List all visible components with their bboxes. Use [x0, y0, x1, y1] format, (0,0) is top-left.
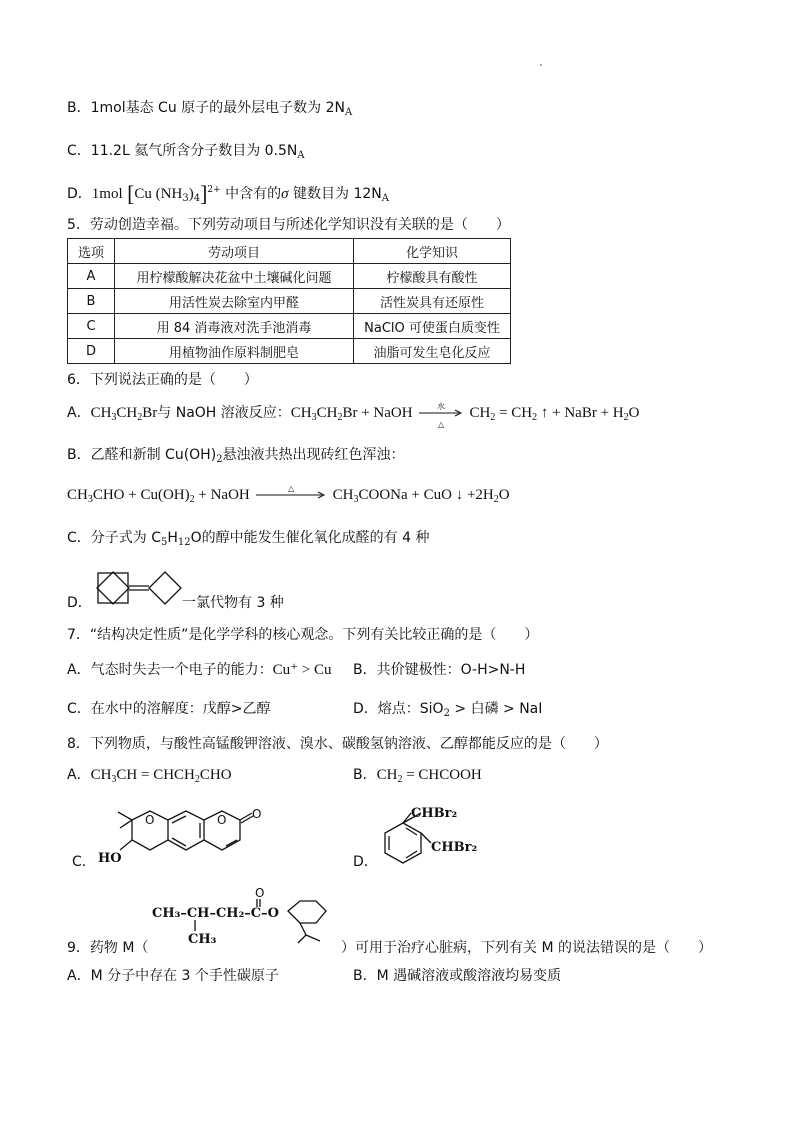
bicyclobutylidene-structure — [96, 570, 186, 608]
q8-option-a: A．$CH_3CH$ = $CHCH_2CHO$ — [67, 767, 232, 785]
table-header-cell: 选项 — [68, 239, 115, 264]
q9-option-b: B．M 遇碱溶液或酸溶液均易变质 — [353, 968, 562, 984]
chbr2-group-2: CHBr₂ — [431, 840, 478, 855]
table-row — [68, 314, 511, 339]
q9-option-a: A．M 分子中存在 3 个手性碳原子 — [67, 968, 279, 984]
q4-option-d: D．1mol [Cu $(NH_3)_4]^{2+}$ 中含有的σ 键数目为 $12N_A$ — [67, 181, 389, 206]
table-cell: 活性炭具有还原性 — [354, 289, 511, 314]
q6-option-a: A．$CH_3CH_2Br$与 NaOH 溶液反应：$CH_3CH_2Br$ + NaOH 水 △ $CH_2 = CH_2$ ↑ + NaBr + $H_2O$ — [67, 402, 640, 429]
q7-option-c: C．在水中的溶解度：戊醇>乙醇 — [67, 701, 271, 717]
q8-stem: 8．下列物质，与酸性高锰酸钾溶液、溴水、碳酸氢钠溶液、乙醇都能反应的是（ ） — [67, 736, 608, 752]
table-cell: D — [68, 339, 115, 364]
svg-text:O: O — [217, 813, 227, 827]
q6-option-d-label: D． — [67, 595, 92, 611]
q7-option-b: B．共价键极性：O-H>N-H — [353, 662, 526, 678]
q7-option-a: A．气态时失去一个电子的能力：Cu⁺ > Cu — [67, 662, 332, 678]
coumarin-derivative-structure — [92, 808, 262, 870]
table-cell: 油脂可发生皂化反应 — [354, 339, 511, 364]
q8-option-c-label: C． — [72, 854, 96, 870]
q6-option-c: C．分子式为 $C_5H_{12}O$的醇中能发生催化氧化成醛的有 4 种 — [67, 530, 430, 548]
table-header-row — [68, 239, 511, 264]
table-cell: 柠檬酸具有酸性 — [354, 264, 511, 289]
table-row — [68, 264, 511, 289]
q8-option-d-label: D． — [353, 854, 378, 870]
table-cell: A — [68, 264, 115, 289]
svg-text:O: O — [145, 813, 155, 827]
q6-option-b: B．乙醛和新制 $Cu(OH)_2$悬浊液共热出现砖红色浑浊： — [67, 447, 405, 465]
q4-option-c: C．11.2L 氦气所含分子数目为 $0.5N_A$ — [67, 143, 305, 161]
q7-option-d: D．熔点：SiO$_2$ > 白磷 > NaI — [353, 701, 543, 719]
q4-option-b: B．1mol基态 Cu 原子的最外层电子数为 $2N_A$ — [67, 100, 353, 118]
q9-stem-pre: 9．药物 M（ — [67, 940, 149, 956]
hydroxyl-label: HO — [98, 851, 122, 866]
table-row — [68, 339, 511, 364]
table-cell: C — [68, 314, 115, 339]
reaction-arrow: △ — [256, 488, 326, 502]
q9-stem-post: ）可用于治疗心脏病，下列有关 M 的说法错误的是（ ） — [341, 940, 712, 956]
scan-speck — [540, 64, 542, 66]
table-cell: 用柠檬酸解决花盆中土壤碱化问题 — [115, 264, 354, 289]
table-cell: 用 84 消毒液对洗手池消毒 — [115, 314, 354, 339]
chbr2-group-1: CHBr₂ — [411, 806, 458, 821]
table-cell: NaClO 可使蛋白质变性 — [354, 314, 511, 339]
table-cell: 用活性炭去除室内甲醛 — [115, 289, 354, 314]
q7-stem: 7．“结构决定性质”是化学学科的核心观念。下列有关比较正确的是（ ） — [67, 627, 539, 643]
table-header-cell: 化学知识 — [354, 239, 511, 264]
table-cell: B — [68, 289, 115, 314]
q6-option-d-text: 一氯代物有 3 种 — [182, 595, 284, 611]
q5-table — [67, 238, 511, 364]
table-header-cell: 劳动项目 — [115, 239, 354, 264]
reaction-arrow: 水 △ — [419, 406, 463, 420]
q6-stem: 6．下列说法正确的是（ ） — [67, 372, 258, 388]
q5-stem: 5．劳动创造幸福。下列劳动项目与所述化学知识没有关联的是（ ） — [67, 217, 510, 233]
dibromomethylbenzene-structure — [375, 805, 495, 867]
svg-text:O: O — [252, 807, 262, 821]
q6-option-b-equation: $CH_3CHO + Cu(OH)_2$ + NaOH △ $CH_3COONa$ + CuO ↓ $+2H_2O$ — [67, 484, 510, 505]
drug-m-branch-methyl: CH₃ — [188, 932, 217, 947]
table-row — [68, 289, 511, 314]
q8-option-b: B．$CH_2$ = CHCOOH — [353, 767, 482, 785]
drug-m-carbonyl-oxygen: O — [255, 886, 265, 900]
drug-m-structure — [148, 883, 338, 955]
drug-m-chain: CH₃–CH–CH₂–C–O — [152, 906, 279, 921]
table-cell: 用植物油作原料制肥皂 — [115, 339, 354, 364]
